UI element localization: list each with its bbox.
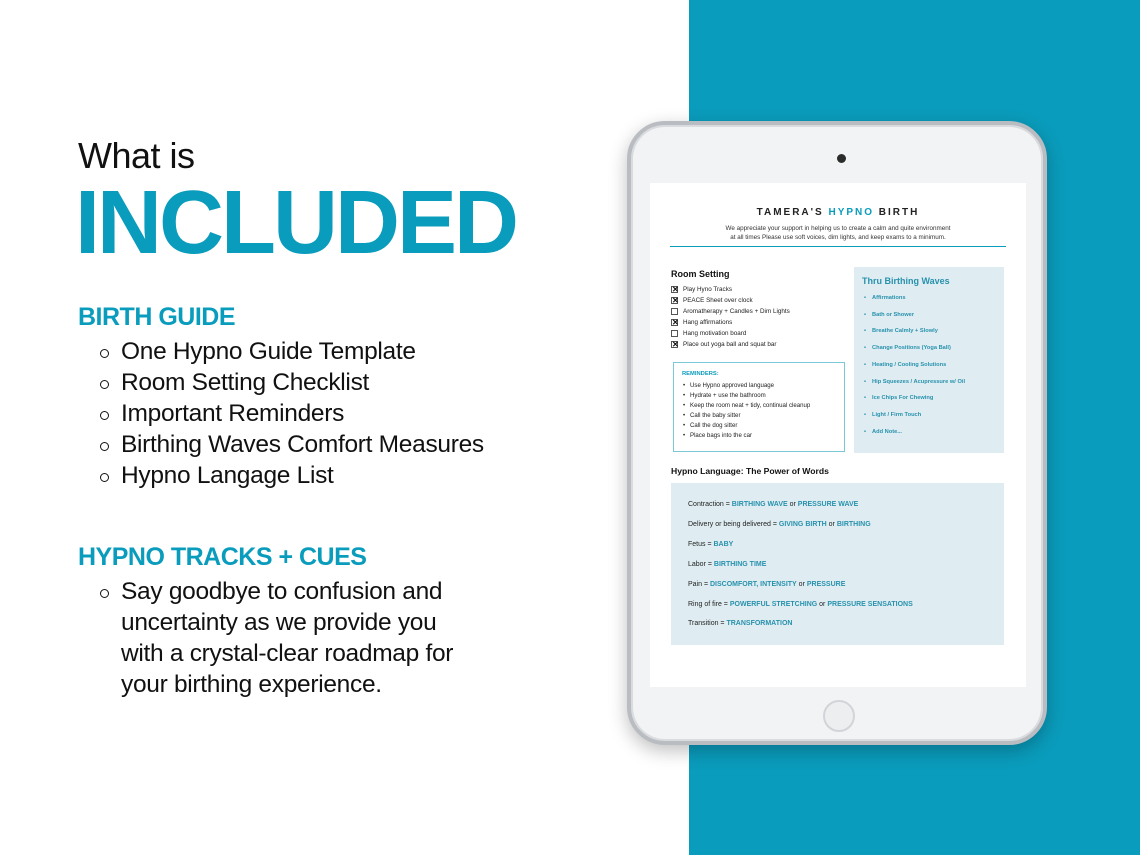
language-separator: = — [721, 600, 730, 608]
list-item: • Breathe Calmly + Slowly — [862, 323, 996, 340]
language-term: Delivery or being delivered — [688, 520, 771, 528]
tablet-screen — [650, 183, 1026, 687]
checklist-item-label: Hang affirmations — [683, 319, 733, 326]
birth-guide-section — [78, 303, 638, 491]
list-item: • Ice Chips For Chewing — [862, 390, 996, 407]
add-note-link[interactable]: • Add Note... — [862, 424, 996, 441]
list-item: • Use Hypno approved language — [682, 381, 836, 391]
checklist-item-label: PEACE Sheet over clock — [683, 297, 753, 304]
document-title-pre: TAMERA'S — [756, 207, 829, 218]
birth-guide-list — [78, 336, 638, 491]
birthing-waves-title: Thru Birthing Waves — [862, 276, 950, 286]
language-replacement: POWERFUL STRETCHING — [729, 600, 818, 608]
list-item: • Call the baby sitter — [682, 411, 836, 421]
document-subtitle-line: at all times Please use soft voices, dim lights, and keep exams to a minimum. — [730, 234, 946, 241]
tablet-device — [627, 121, 1047, 745]
room-setting-title: Room Setting — [671, 269, 730, 279]
list-item: • Hydrate + use the bathroom — [682, 391, 836, 401]
list-item: • Change Positions (Yoga Ball) — [862, 340, 996, 357]
checklist-item — [671, 328, 841, 339]
checklist-item — [671, 306, 841, 317]
room-setting-checklist — [671, 269, 841, 350]
checklist-item — [671, 295, 841, 306]
list-item: Important Reminders — [78, 398, 638, 429]
checklist-item — [671, 284, 841, 295]
list-item: • Call the dog sitter — [682, 421, 836, 431]
language-row — [688, 495, 987, 515]
language-row — [688, 614, 987, 634]
list-item: • Keep the room neat + tidy, continual cleanup — [682, 401, 836, 411]
language-term: Contraction — [688, 501, 724, 508]
checklist-item-label: Place out yoga ball and squat bar — [683, 341, 777, 348]
language-separator: = — [702, 580, 710, 588]
hypno-language-title: Hypno Language: The Power of Words — [671, 466, 829, 476]
list-item: • Light / Firm Touch — [862, 407, 996, 424]
checked-box-icon[interactable]: ✕ — [672, 318, 679, 327]
language-replacement: PRESSURE SENSATIONS — [827, 600, 913, 608]
checklist-item — [671, 339, 841, 350]
birthing-waves-list — [862, 290, 996, 440]
language-separator: = — [723, 501, 732, 508]
unchecked-box-icon[interactable] — [671, 308, 678, 315]
document-title — [650, 207, 1026, 218]
language-term: Ring of fire — [688, 600, 722, 608]
language-row — [688, 595, 987, 615]
language-or: or — [817, 600, 828, 608]
home-button[interactable] — [823, 700, 855, 732]
language-row — [688, 555, 987, 575]
birthing-waves-box — [854, 267, 1004, 453]
list-item: Say goodbye to confusion and uncertainty as we provide you with a crystal-clear roadmap for your birthing experience. — [78, 576, 478, 700]
list-item: • Bath or Shower — [862, 307, 996, 324]
document-title-post: BIRTH — [874, 207, 920, 218]
unchecked-box-icon[interactable] — [671, 330, 678, 337]
checklist-item — [671, 317, 841, 328]
checklist-item-label: Hang motivation board — [683, 330, 747, 337]
hypno-language-box — [671, 483, 1004, 645]
included-list-area — [75, 135, 638, 700]
document-subtitle — [650, 224, 1026, 242]
language-row — [688, 515, 987, 535]
language-row — [688, 535, 987, 555]
hypno-tracks-list — [78, 576, 638, 700]
divider — [670, 246, 1006, 247]
language-replacement: DISCOMFORT, INTENSITY — [710, 580, 797, 588]
reminders-box — [673, 362, 845, 452]
heading-what-is: What is — [78, 135, 195, 176]
language-separator: = — [718, 620, 727, 628]
hypno-tracks-section — [78, 543, 638, 700]
language-separator: = — [770, 520, 779, 528]
list-item: Room Setting Checklist — [78, 367, 638, 398]
language-replacement: PRESSURE — [806, 580, 846, 588]
checked-box-icon[interactable]: ✕ — [672, 285, 679, 294]
language-replacement: BIRTHING — [836, 520, 871, 528]
language-or: or — [826, 520, 837, 528]
list-item: • Place bags into the car — [682, 431, 836, 441]
list-item: • Heating / Cooling Solutions — [862, 357, 996, 374]
reminders-list — [682, 381, 836, 442]
language-row — [688, 575, 987, 595]
language-term: Transition — [688, 620, 719, 628]
checklist-item-label: Play Hyno Tracks — [683, 286, 732, 293]
list-item: • Affirmations — [862, 290, 996, 307]
list-item: • Hip Squeezes / Acupressure w/ Oil — [862, 374, 996, 391]
language-separator: = — [705, 560, 714, 568]
language-term: Pain — [688, 580, 703, 588]
reminders-title: REMINDERS: — [682, 371, 719, 377]
checked-box-icon[interactable]: ✕ — [672, 340, 679, 349]
birth-guide-title: BIRTH GUIDE — [78, 303, 235, 331]
list-item: Hypno Langage List — [78, 460, 638, 491]
language-replacement: BIRTHING TIME — [713, 560, 767, 568]
checklist-item-label: Aromatherapy + Candles + Dim Lights — [683, 308, 790, 315]
language-or: or — [796, 580, 807, 588]
language-replacement: GIVING BIRTH — [778, 520, 827, 528]
language-replacement: BIRTHING WAVE — [731, 501, 788, 508]
language-term: Labor — [688, 560, 706, 568]
list-item: Birthing Waves Comfort Measures — [78, 429, 638, 460]
language-replacement: PRESSURE WAVE — [797, 501, 859, 508]
heading-included: INCLUDED — [75, 173, 516, 273]
language-term: Fetus — [688, 540, 706, 548]
language-separator: = — [705, 540, 714, 548]
language-replacement: BABY — [713, 540, 734, 548]
language-replacement: TRANSFORMATION — [726, 620, 793, 628]
list-item: One Hypno Guide Template — [78, 336, 638, 367]
document-subtitle-line: We appreciate your support in helping us to create a calm and quite environment — [725, 225, 951, 232]
camera-icon — [837, 154, 846, 163]
hypno-tracks-title: HYPNO TRACKS + CUES — [78, 543, 367, 571]
language-or: or — [787, 501, 798, 508]
document-title-highlight: HYPNO — [828, 207, 875, 218]
checked-box-icon[interactable]: ✕ — [672, 296, 679, 305]
